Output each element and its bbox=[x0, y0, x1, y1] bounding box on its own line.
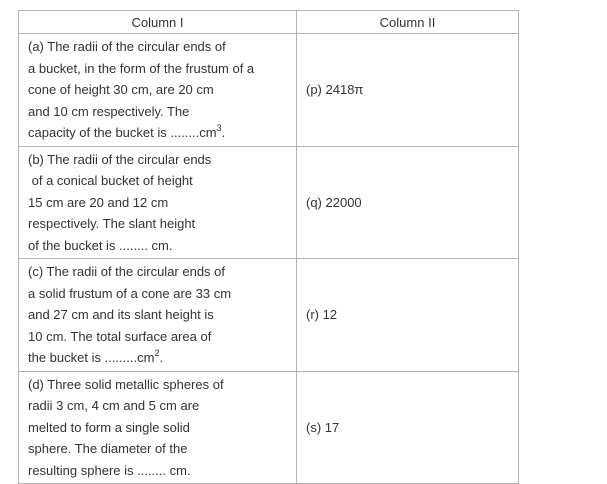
answer-cell-q: (q) 22000 bbox=[297, 146, 519, 259]
column-2-header: Column II bbox=[297, 11, 519, 34]
match-table bbox=[18, 10, 519, 484]
answer-cell-p: (p) 2418π bbox=[297, 34, 519, 147]
question-line: (b) The radii of the circular ends bbox=[28, 151, 212, 167]
question-line bbox=[28, 347, 292, 369]
question-line: a bucket, in the form of the frustum of a bbox=[28, 60, 255, 76]
question-line: radii 3 cm, 4 cm and 5 cm are bbox=[28, 398, 200, 413]
question-line: of the bucket is ........ cm. bbox=[28, 237, 173, 253]
question-line: (c) The radii of the circular ends of bbox=[28, 264, 226, 279]
question-line bbox=[28, 122, 292, 144]
column-1-header: Column I bbox=[19, 11, 297, 34]
exponent: 2 bbox=[154, 348, 160, 358]
table-row bbox=[19, 371, 519, 484]
question-line: and 10 cm respectively. The bbox=[28, 103, 190, 119]
table-row bbox=[19, 34, 519, 147]
question-line: (a) The radii of the circular ends of bbox=[28, 39, 226, 54]
question-line: and 27 cm and its slant height is bbox=[28, 307, 214, 322]
table-row bbox=[19, 146, 519, 259]
question-line: resulting sphere is ........ cm. bbox=[28, 462, 191, 478]
answer-cell-r: (r) 12 bbox=[297, 259, 519, 372]
question-line-text: the bucket is .........cm bbox=[28, 350, 155, 365]
line-tail: . bbox=[159, 350, 164, 365]
question-line: melted to form a single solid bbox=[28, 419, 190, 435]
question-line: respectively. The slant height bbox=[28, 216, 196, 231]
line-tail: . bbox=[221, 125, 226, 140]
question-cell-d bbox=[19, 371, 297, 484]
question-line: cone of height 30 cm, are 20 cm bbox=[28, 82, 214, 97]
question-cell-a bbox=[19, 34, 297, 147]
question-line: 10 cm. The total surface area of bbox=[28, 328, 212, 344]
question-line: of a conical bucket of height bbox=[28, 173, 193, 188]
answer-cell-s: (s) 17 bbox=[297, 371, 519, 484]
question-line: sphere. The diameter of the bbox=[28, 441, 188, 456]
question-cell-c bbox=[19, 259, 297, 372]
exponent: 3 bbox=[216, 123, 222, 133]
question-line: a solid frustum of a cone are 33 cm bbox=[28, 285, 232, 301]
question-line: (d) Three solid metallic spheres of bbox=[28, 376, 224, 392]
header-row bbox=[19, 11, 519, 34]
question-line-text: capacity of the bucket is ........cm bbox=[28, 125, 217, 140]
question-cell-b bbox=[19, 146, 297, 259]
table-row bbox=[19, 259, 519, 372]
question-line: 15 cm are 20 and 12 cm bbox=[28, 194, 169, 210]
